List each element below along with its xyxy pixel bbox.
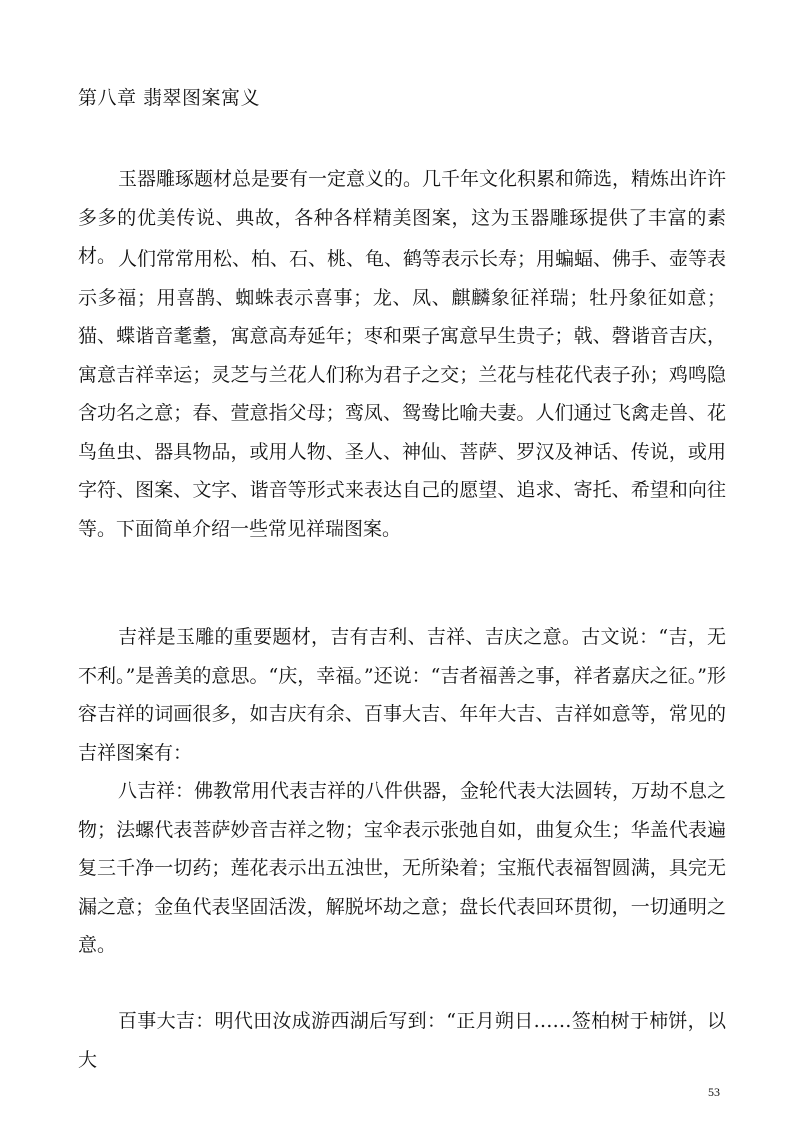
paragraph-symbols: 人们常常用松、柏、石、桃、龟、鹤等表示长寿；用蝙蝠、佛手、壶等表示多福；用喜鹊、蜘蛛表示喜事；龙、凤、麒麟象征祥瑞；牡丹象征如意；猫、蝶谐音耄耋，寓意高寿延年；枣和栗子寓意早生贵子；戟、磬谐音吉庆，寓意吉祥幸运；灵芝与兰花人们称为君子之交；兰花与桂花代表子孙；鸡鸣隐含功名之意；春、萱意指父母；鸾凤、鸳鸯比喻夫妻。人们通过飞禽走兽、花鸟鱼虫、器具物品，或用人物、圣人、神仙、菩萨、罗汉及神话、传说，或用字符、图案、文字、谐音等形式来表达自己的愿望、追求、寄托、希望和向往等。下面简单介绍一些常见祥瑞图案。	[78, 248, 727, 540]
paragraph-intro: 玉器雕琢题材总是要有一定意义的。几千年文化积累和筛选，精炼出许许多多的优美传说、典故，各种各样精美图案，这为玉器雕琢提供了丰富的素材。	[78, 168, 727, 267]
page-number: 53	[708, 1085, 720, 1099]
paragraph-eight-treasures: 八吉祥：佛教常用代表吉祥的八件供器，金轮代表大法圆转，万劫不息之物；法螺代表菩萨妙音吉祥之物；宝伞表示张弛自如，曲复众生；华盖代表遍复三千净一切药；莲花表示出五浊世，无所染着；宝瓶代表福智圆满，具完无漏之意；金鱼代表坚固活泼，解脱坏劫之意；盘长代表回环贯彻，一切通明之意。	[78, 780, 727, 956]
chapter-title: 第八章 翡翠图案寓义	[78, 87, 261, 109]
paragraph-hundred-affairs: 百事大吉：明代田汝成游西湖后写到：“正月朔日……签柏树于柿饼，以大	[78, 1010, 726, 1071]
paragraph-auspicious: 吉祥是玉雕的重要题材，吉有吉利、吉祥、吉庆之意。古文说：“吉，无不利。”是善美的意思。“庆，幸福。”还说：“吉者福善之事，祥者嘉庆之征。”形容吉祥的词画很多，如吉庆有余、百事大吉、年年大吉、吉祥如意等，常见的吉祥图案有：	[78, 626, 726, 764]
